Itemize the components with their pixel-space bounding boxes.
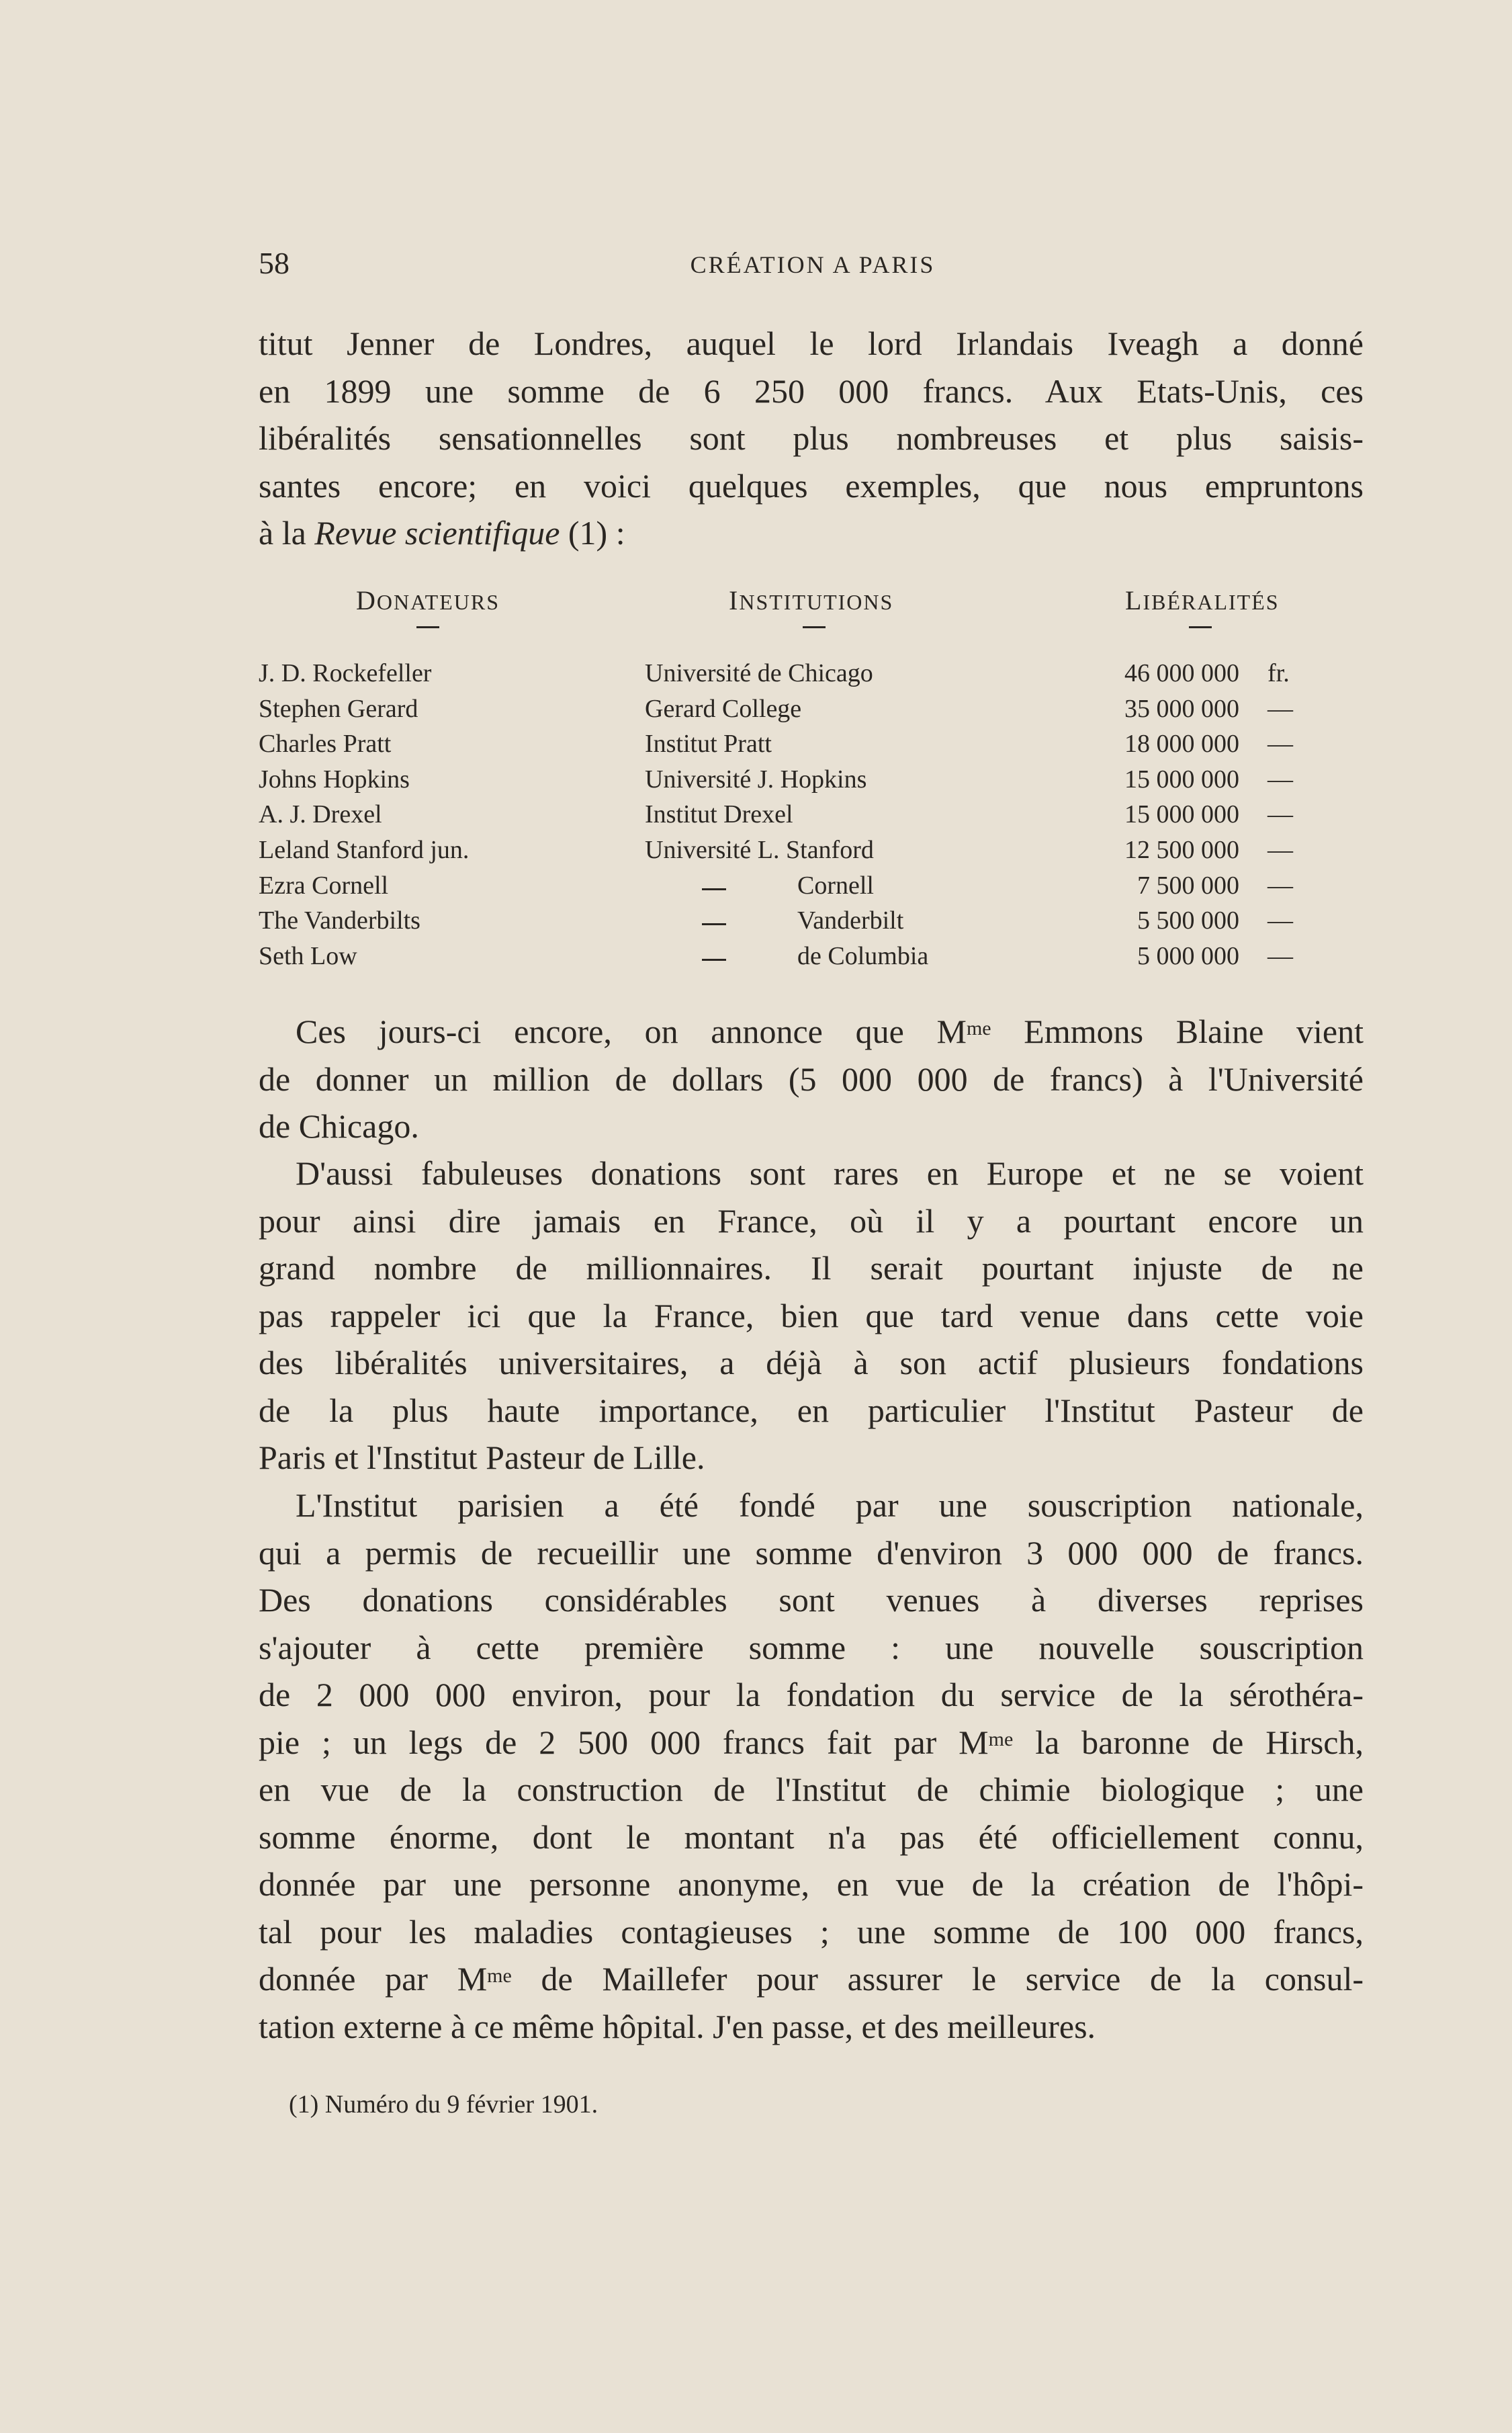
donor-cell: A. J. Drexel	[259, 800, 382, 829]
donor-cell: Leland Stanford jun.	[259, 836, 470, 864]
ditto-dash	[702, 923, 726, 925]
unit-cell: —	[1268, 694, 1293, 723]
donor-cell: Seth Low	[259, 941, 357, 970]
institution-cell: Université L. Stanford	[645, 836, 874, 864]
table-row	[259, 906, 1306, 939]
amount-cell: 15 000 000	[1124, 765, 1239, 794]
donor-cell: J. D. Rockefeller	[259, 659, 432, 687]
journal-title: Revue scientifique	[314, 514, 560, 552]
text-line: tal pour les maladies contagieuses ; une somme de 100 000 francs,	[259, 1912, 1364, 1951]
table-row	[259, 694, 1306, 728]
paragraph-4	[259, 1482, 1364, 2050]
unit-cell: —	[1268, 906, 1293, 935]
table-row	[259, 835, 1306, 869]
unit-cell: —	[1268, 730, 1293, 759]
institution-cell: Université J. Hopkins	[645, 765, 867, 794]
text-line: des libéralités universitaires, a déjà à son actif plusieurs fondations	[259, 1344, 1364, 1381]
text-line: donnée par une personne anonyme, en vue de la création de l'hôpi-	[259, 1865, 1364, 1903]
text-line: Paris et l'Institut Pasteur de Lille.	[259, 1439, 705, 1476]
amount-cell: 5 000 000	[1137, 941, 1239, 970]
institution-cell: de Columbia	[797, 941, 929, 970]
unit-cell: —	[1268, 836, 1293, 864]
paragraph-1	[259, 320, 1364, 557]
institution-cell: Institut Drexel	[645, 800, 793, 829]
institution-cell: Université de Chicago	[645, 659, 873, 687]
donor-cell: Johns Hopkins	[259, 765, 410, 794]
text-line: Des donations considérables sont venues à diverses reprises	[259, 1581, 1364, 1619]
table-row	[259, 658, 1306, 692]
text-line: qui a permis de recueillir une somme d'environ 3 000 000 de francs.	[259, 1533, 1364, 1572]
header-dash	[803, 626, 826, 628]
running-head: CRÉATION A PARIS	[690, 251, 936, 278]
institution-cell: Gerard College	[645, 694, 802, 723]
table-row	[259, 729, 1306, 763]
header-donateurs: DONATEURS	[356, 585, 500, 615]
amount-cell: 12 500 000	[1124, 836, 1239, 864]
text-line: pie ; un legs de 2 500 000 francs fait par $M^{me}$ la baronne de Hirsch,	[259, 1723, 1364, 1761]
unit-cell: —	[1268, 871, 1293, 900]
unit-cell: —	[1268, 941, 1293, 970]
table-row	[259, 765, 1306, 798]
header-institutions: INSTITUTIONS	[729, 585, 894, 615]
unit-cell: fr.	[1268, 659, 1290, 687]
text-line: libéralités sensationnelles sont plus nombreuses et plus saisis-	[259, 419, 1364, 457]
donor-cell: Ezra Cornell	[259, 871, 389, 900]
institution-cell: Institut Pratt	[645, 730, 772, 759]
text-line: Ces jours-ci encore, on annonce que $M^{me}$ Emmons Blaine vient	[296, 1013, 1364, 1050]
paragraph-2	[259, 1008, 1364, 1150]
unit-cell: —	[1268, 800, 1293, 829]
amount-cell: 7 500 000	[1137, 871, 1239, 900]
text-line: pas rappeler ici que la France, bien que tard venue dans cette voie	[259, 1296, 1364, 1334]
footnote: (1) Numéro du 9 février 1901.	[289, 2090, 598, 2119]
amount-cell: 18 000 000	[1124, 730, 1239, 759]
text-line: L'Institut parisien a été fondé par une souscription nationale,	[296, 1486, 1364, 1524]
paragraph-3	[259, 1150, 1364, 1482]
donor-cell: Charles Pratt	[259, 730, 392, 759]
text-line: de la plus haute importance, en particulier l'Institut Pasteur de	[259, 1391, 1364, 1429]
header-dash	[416, 626, 439, 628]
header-liberalites: LIBÉRALITÉS	[1125, 585, 1280, 615]
text-line: santes encore; en voici quelques exemples, que nous empruntons	[259, 466, 1364, 505]
text-line: en 1899 une somme de 6 250 000 francs. Aux Etats-Unis, ces	[259, 372, 1364, 410]
text-line: s'ajouter à cette première somme : une nouvelle souscription	[259, 1628, 1364, 1666]
ditto-dash	[702, 888, 726, 890]
text-line: donnée par $M^{me}$ de Maillefer pour assurer le service de la consul-	[259, 1960, 1364, 1998]
donor-cell: The Vanderbilts	[259, 906, 420, 935]
institution-cell: Cornell	[797, 871, 874, 900]
text-line: somme énorme, dont le montant n'a pas été officiellement connu,	[259, 1818, 1364, 1856]
text-line: D'aussi fabuleuses donations sont rares en Europe et ne se voient	[296, 1154, 1364, 1192]
ditto-dash	[702, 959, 726, 961]
unit-cell: —	[1268, 765, 1293, 794]
page-number: 58	[259, 246, 290, 280]
amount-cell: 46 000 000	[1124, 659, 1239, 687]
table-row	[259, 800, 1306, 833]
text-line: de Chicago.	[259, 1107, 419, 1145]
amount-cell: 5 500 000	[1137, 906, 1239, 935]
institution-cell: Vanderbilt	[797, 906, 904, 935]
text-line: de 2 000 000 environ, pour la fondation du service de la sérothéra-	[259, 1676, 1364, 1713]
table-row	[259, 941, 1306, 975]
donor-cell: Stephen Gerard	[259, 694, 418, 723]
text-line: titut Jenner de Londres, auquel le lord Irlandais Iveagh a donné	[259, 325, 1364, 362]
text-line: tation externe à ce même hôpital. J'en passe, et des meilleures.	[259, 2007, 1096, 2045]
header-dash	[1189, 626, 1212, 628]
page-header	[259, 245, 1367, 292]
table-row	[259, 871, 1306, 904]
text-line: de donner un million de dollars (5 000 000 de francs) à l'Université	[259, 1060, 1364, 1098]
amount-cell: 15 000 000	[1124, 800, 1239, 829]
text-line: en vue de la construction de l'Institut de chimie biologique ; une	[259, 1770, 1364, 1808]
text-line: grand nombre de millionnaires. Il serait pourtant injuste de ne	[259, 1249, 1364, 1287]
text-line: à la Revue scientifique (1) :	[259, 514, 625, 552]
amount-cell: 35 000 000	[1124, 694, 1239, 723]
text-line: pour ainsi dire jamais en France, où il y a pourtant encore un	[259, 1201, 1364, 1240]
